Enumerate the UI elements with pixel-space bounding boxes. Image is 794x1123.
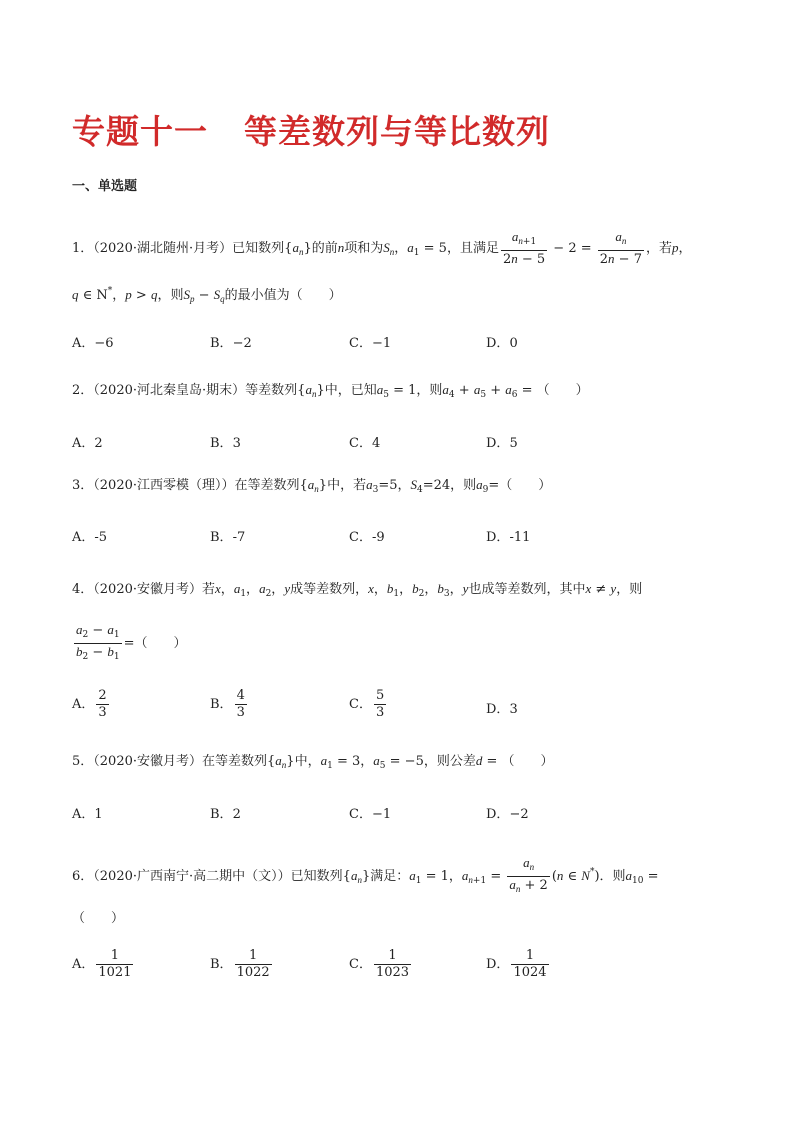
- math: $a_1 = 3$: [320, 753, 361, 771]
- question-source: （2020·安徽月考）: [93, 754, 202, 769]
- q3-option-d[interactable]: [486, 526, 530, 545]
- q3-option-c[interactable]: [349, 526, 385, 545]
- option-value: −1: [371, 807, 392, 822]
- q6-option-a[interactable]: [72, 948, 135, 981]
- question-text: 已知数列: [290, 869, 343, 884]
- question-5-line1: [72, 751, 554, 776]
- option-value: −2: [232, 336, 252, 351]
- option-value: −2: [509, 807, 529, 822]
- math: x，$a_1$，$a_2$，y: [215, 581, 291, 599]
- q4-option-a[interactable]: [72, 688, 111, 721]
- option-value: 2: [94, 436, 103, 451]
- option-letter: A．: [72, 530, 95, 545]
- math: p: [672, 240, 679, 255]
- q1-option-b[interactable]: [210, 332, 252, 351]
- math: $a_4 + a_5 + a_6$ =: [442, 382, 537, 400]
- option-value: −6: [94, 336, 114, 351]
- question-source: （2020·湖北随州·月考）: [93, 241, 233, 256]
- option-value: −1: [371, 336, 392, 351]
- math: $a_3$: [366, 477, 379, 495]
- q6-option-c[interactable]: [349, 948, 413, 981]
- option-letter: D．: [486, 957, 510, 972]
- q3-option-b[interactable]: [210, 526, 245, 545]
- math: $a_5 = 1$: [376, 382, 417, 400]
- q2-option-d[interactable]: [486, 432, 518, 451]
- option-value: 5: [509, 436, 518, 451]
- option-value: 4: [371, 436, 381, 451]
- option-letter: A．: [72, 957, 95, 972]
- option-letter: C．: [349, 436, 372, 451]
- question-text: ，则: [616, 582, 643, 597]
- option-letter: C．: [349, 807, 372, 822]
- math: $a_{10}$ =: [625, 868, 659, 886]
- question-4-line1: [72, 579, 642, 604]
- math: x，$b_1$，$b_2$，$b_3$，y: [368, 581, 469, 599]
- title-part2: 等差数列与等比数列: [244, 112, 550, 151]
- option-letter: A．: [72, 336, 95, 351]
- question-text: ，则: [416, 383, 443, 398]
- option-letter: A．: [72, 436, 95, 451]
- math: d =: [475, 753, 502, 769]
- question-text: （ ）: [134, 636, 187, 651]
- option-value: -11: [509, 530, 531, 545]
- math: p > q: [125, 287, 158, 303]
- math: q ∈ N*: [72, 286, 113, 303]
- option-value: 0: [509, 336, 518, 351]
- math: $\{a_n\}$: [267, 753, 295, 770]
- question-text: （ ）: [501, 754, 554, 769]
- question-text: 也成等差数列，其中: [468, 582, 586, 597]
- question-text: ，则: [157, 288, 184, 303]
- fraction: $\frac{a_n}{2n - 7}$: [599, 229, 642, 267]
- question-text: 的最小值为（ ）: [224, 288, 342, 303]
- math: $S_p - S_q$: [183, 287, 225, 304]
- question-1-line1: [72, 229, 692, 268]
- option-letter: C．: [349, 336, 372, 351]
- option-value: 2: [232, 807, 241, 822]
- question-text: 在等差数列: [202, 754, 268, 769]
- option-letter: B．: [210, 336, 233, 351]
- option-letter: B．: [210, 436, 233, 451]
- question-text: 在等差数列: [234, 478, 300, 493]
- question-text: =（ ）: [488, 478, 552, 493]
- fraction: $\frac{5}{3}$: [375, 688, 385, 720]
- math: $a_{n+1}$ =: [461, 868, 506, 886]
- question-text: ，: [678, 241, 692, 256]
- question-source: （2020·河北秦皇岛·期末）: [93, 383, 246, 398]
- math: $\{a_n\}$: [299, 477, 328, 494]
- option-letter: D．: [486, 702, 510, 717]
- question-text: 中，已知: [324, 383, 377, 398]
- question-source: （2020·安徽月考）: [93, 582, 202, 597]
- option-letter: B．: [210, 530, 233, 545]
- fraction: $\frac{1}{1022}$: [236, 948, 270, 980]
- question-text: 中，若: [327, 478, 367, 493]
- q5-option-b[interactable]: [210, 803, 241, 822]
- question-4-line2: [72, 622, 187, 665]
- question-text: ，: [112, 288, 126, 303]
- option-value: 3: [509, 702, 518, 717]
- option-letter: A．: [72, 807, 95, 822]
- fraction: $\frac{a_2 - a_1}{b_2 - b_1}$: [76, 622, 120, 662]
- q1-option-a[interactable]: [72, 332, 114, 351]
- question-text: 满足：: [370, 869, 410, 884]
- math: $a_5 = -5$: [373, 753, 424, 771]
- question-text: =5，: [378, 478, 411, 493]
- math: =: [123, 636, 135, 651]
- q5-option-c[interactable]: [349, 803, 391, 822]
- q4-option-d[interactable]: [486, 698, 518, 717]
- question-text: ．则: [599, 869, 626, 884]
- fraction: $\frac{1}{1021}$: [98, 948, 132, 980]
- question-text: （ ）: [72, 911, 125, 926]
- question-text: ，: [448, 869, 462, 884]
- question-number: 1．: [72, 241, 94, 256]
- option-letter: C．: [349, 530, 372, 545]
- question-6-line2: [72, 909, 124, 929]
- option-value: 1: [94, 807, 103, 822]
- q3-option-a[interactable]: [72, 526, 107, 545]
- option-letter: D．: [486, 530, 510, 545]
- question-number: 2．: [72, 383, 94, 398]
- option-letter: D．: [486, 807, 510, 822]
- question-text: =24，则: [422, 478, 477, 493]
- question-number: 3．: [72, 478, 94, 493]
- math: $S_4$: [410, 477, 423, 495]
- question-text: ，且满足: [446, 241, 499, 256]
- question-text: ，: [360, 754, 374, 769]
- option-value: -7: [232, 530, 246, 545]
- question-text: 若: [202, 582, 216, 597]
- question-text: 等差数列: [245, 383, 298, 398]
- question-text: 中，: [294, 754, 321, 769]
- question-2-line1: [72, 380, 589, 405]
- q5-option-d[interactable]: [486, 803, 529, 822]
- math: n: [337, 240, 345, 255]
- q2-option-c[interactable]: [349, 432, 380, 451]
- q1-option-d[interactable]: [486, 332, 518, 351]
- option-letter: B．: [210, 807, 233, 822]
- option-letter: C．: [349, 697, 372, 712]
- question-number: 6．: [72, 869, 94, 884]
- question-text: 项和为: [344, 241, 384, 256]
- q4-option-b[interactable]: [210, 688, 249, 721]
- option-value: -9: [371, 530, 385, 545]
- q2-option-a[interactable]: [72, 432, 103, 451]
- math: $a_9$: [476, 477, 489, 495]
- q2-option-b[interactable]: [210, 432, 241, 451]
- math: $\{a_n\}$: [284, 240, 312, 257]
- q6-option-b[interactable]: [210, 948, 274, 981]
- option-letter: D．: [486, 436, 510, 451]
- math: $\{a_n\}$: [297, 382, 325, 399]
- option-letter: D．: [486, 336, 510, 351]
- math: $\{a_n\}$: [342, 868, 371, 885]
- question-source: （2020·江西零模（理））: [93, 478, 235, 493]
- option-value: 3: [232, 436, 241, 451]
- fraction: $\frac{1}{1024}$: [513, 948, 547, 980]
- question-6-line1: [72, 855, 659, 898]
- q1-option-c[interactable]: [349, 332, 391, 351]
- question-text: ，则公差: [423, 754, 476, 769]
- question-text: 成等差数列，: [290, 582, 369, 597]
- question-text: ，若: [645, 241, 672, 256]
- option-letter: A．: [72, 697, 95, 712]
- question-source: （2020·广西南宁·高二期中（文））: [93, 869, 291, 884]
- section-heading: 一、单选题: [72, 179, 138, 194]
- question-text: （ ）: [536, 383, 589, 398]
- fraction: $\frac{a_{n+1}}{2n - 5}$: [502, 229, 546, 267]
- math: x ≠ y: [585, 581, 617, 597]
- question-number: 4．: [72, 582, 94, 597]
- math: $S_n$，$a_1 = 5$: [383, 240, 447, 258]
- fraction: $\frac{1}{1023}$: [375, 948, 410, 980]
- question-text: 已知数列: [232, 241, 285, 256]
- title-part1: 专题十一: [72, 112, 208, 151]
- math: $a_1 = 1$: [409, 868, 449, 886]
- question-text: 的前: [311, 241, 338, 256]
- fraction: $\frac{4}{3}$: [236, 688, 245, 720]
- fraction: $\frac{2}{3}$: [98, 688, 107, 720]
- q6-option-d[interactable]: [486, 948, 551, 981]
- question-1-line2: [72, 281, 342, 310]
- option-letter: B．: [210, 697, 233, 712]
- question-3-line1: [72, 475, 551, 500]
- q5-option-a[interactable]: [72, 803, 103, 822]
- fraction: $\frac{a_n}{a_n + 2}$: [509, 855, 548, 894]
- q4-option-c[interactable]: [349, 688, 388, 721]
- option-letter: B．: [210, 957, 233, 972]
- option-letter: C．: [349, 957, 372, 972]
- option-value: -5: [94, 530, 108, 545]
- page-title: [72, 106, 550, 153]
- question-number: 5．: [72, 754, 94, 769]
- math: (n ∈ N*): [551, 867, 600, 884]
- math: − 2 =: [549, 241, 596, 256]
